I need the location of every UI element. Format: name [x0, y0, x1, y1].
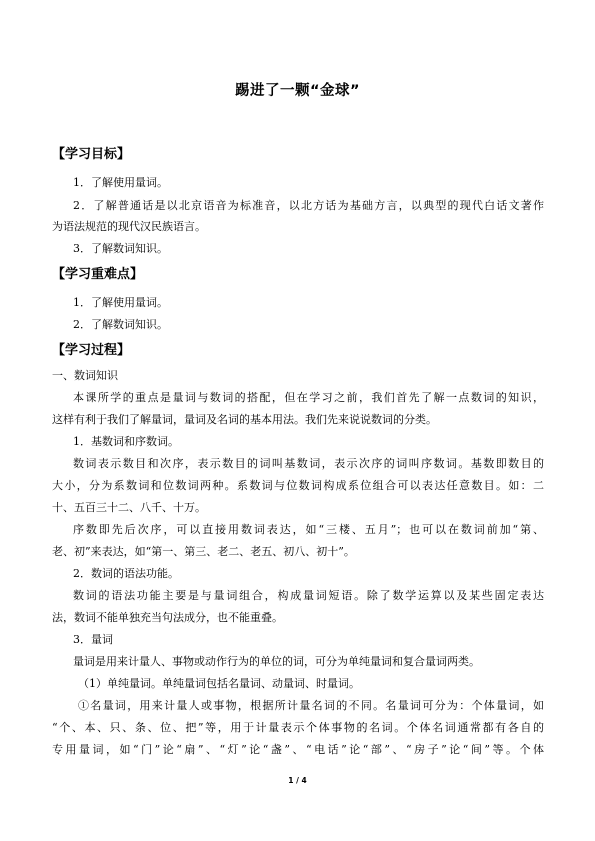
section-heading-process: 【学习过程】 [52, 343, 131, 358]
process-line: 3．量词 [73, 633, 113, 646]
key-point-item: 2．了解数词知识。 [73, 318, 168, 331]
process-line: 十、五百三十二、八千、十万。 [52, 501, 206, 514]
section-heading-key-points: 【学习重难点】 [52, 267, 144, 282]
goal-item: 1．了解使用量词。 [73, 176, 168, 189]
process-line: 2．数词的语法功能。 [73, 567, 179, 580]
section-heading-goals: 【学习目标】 [52, 147, 131, 162]
process-line: 量词是用来计量人、事物或动作行为的单位的词，可分为单纯量词和复合量词两类。 [73, 655, 480, 668]
goal-item: 2．了解普通话是以北京语音为标准音，以北方话为基础方言，以典型的现代白话文著作 [73, 199, 544, 212]
process-line: 老、初”来表达，如“第一、第三、老二、老五、初八、初十”。 [52, 545, 355, 558]
key-point-item: 1．了解使用量词。 [73, 296, 168, 309]
process-line: 1．基数词和序数词。 [73, 435, 179, 448]
goal-item: 3．了解数词知识。 [73, 242, 168, 255]
process-line: （1）单纯量词。单纯量词包括名量词、动量词、时量词。 [78, 677, 360, 690]
page-title: 踢进了一颗“金球” [234, 83, 361, 99]
process-line: 大小，分为系数词和位数词两种。系数词与位数词构成系位组合可以表达任意数目。如：二 [52, 479, 544, 492]
process-line: 一、数词知识 [52, 369, 118, 382]
page-number: 1 / 4 [288, 776, 307, 785]
process-line: 数词表示数目和次序，表示数目的词叫基数词，表示次序的词叫序数词。基数即数目的 [73, 457, 544, 470]
process-line: 专用量词，如“门”论“扇”、“灯”论“盏”、“电话”论“部”、“房子”论“间”等。个体 [52, 743, 544, 756]
process-line: 本课所学的重点是量词与数词的搭配，但在学习之前，我们首先了解一点数词的知识， [73, 391, 544, 404]
goal-item-continued: 为语法规范的现代汉民族语言。 [52, 220, 206, 233]
process-line: “个、本、只、条、位、把”等，用于计量表示个体事物的名词。个体名词通常都有各自的 [52, 721, 544, 734]
process-line: 这样有利于我们了解量词，量词及名词的基本用法。我们先来说说数词的分类。 [52, 413, 437, 426]
process-line: ①名量词，用来计量人或事物，根据所计量名词的不同。名量词可分为：个体量词，如 [78, 699, 544, 712]
process-line: 序数即先后次序，可以直接用数词表达，如“三楼、五月”；也可以在数词前加“第、 [73, 523, 544, 536]
process-line: 法，数词不能单独充当句法成分，也不能重叠。 [52, 611, 283, 624]
process-line: 数词的语法功能主要是与量词组合，构成量词短语。除了数学运算以及某些固定表达 [73, 589, 544, 602]
